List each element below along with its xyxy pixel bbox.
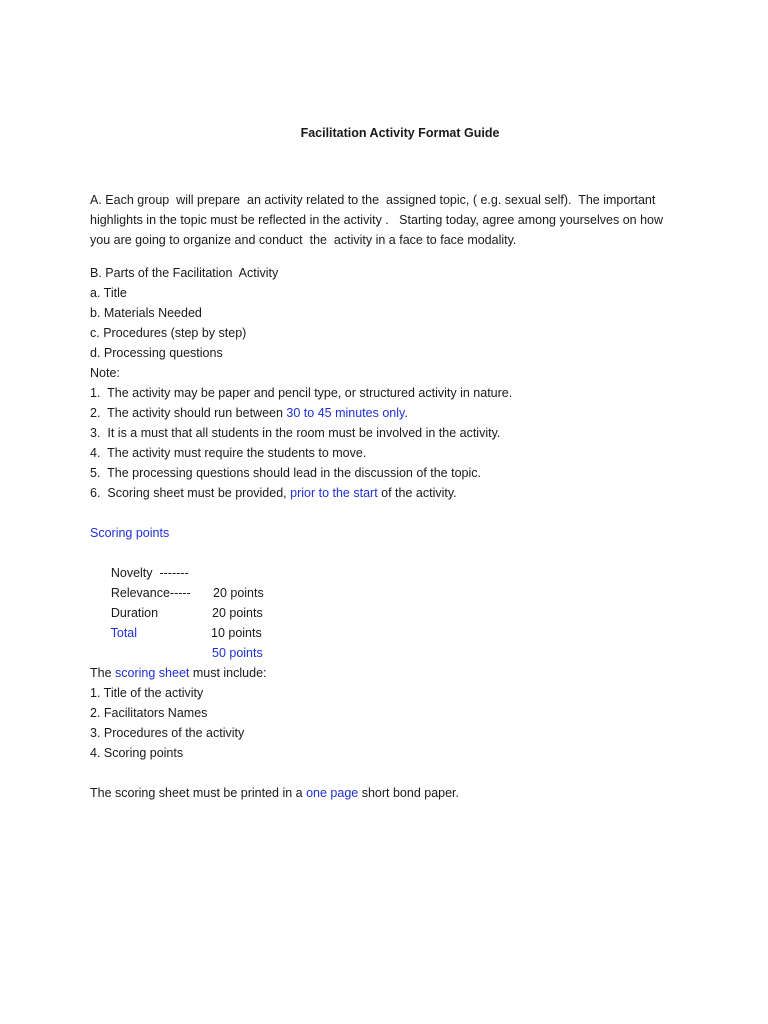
- note-text: of the activity.: [377, 486, 457, 500]
- closing-text: The scoring sheet must be printed in a: [90, 786, 307, 800]
- part-item: a. Title: [90, 286, 127, 300]
- note-item: 5. The processing questions should lead in the discussion of the topic.: [90, 466, 481, 480]
- document-title: Facilitation Activity Format Guide: [300, 126, 500, 140]
- closing-text: short bond paper.: [358, 786, 460, 800]
- intro-text: must include:: [189, 666, 267, 680]
- scoring-sheet-section: [90, 663, 690, 763]
- section-a-line: you are going to organize and conduct the activity in a face to face modality.: [90, 233, 517, 247]
- scoring-label: Duration: [110, 606, 159, 620]
- note-item: 1. The activity may be paper and pencil type, or structured activity in nature.: [90, 386, 513, 400]
- note-item: [90, 483, 690, 503]
- total-points: 50 points: [212, 646, 263, 660]
- scoring-sheet-intro: [90, 663, 690, 683]
- total-label: Total: [110, 626, 138, 640]
- note-text: .: [404, 406, 408, 420]
- note-item: 4. The activity must require the students to move.: [90, 446, 367, 460]
- scoring-points: 10 points: [211, 626, 262, 640]
- scoring-sheet-item: 4. Scoring points: [90, 746, 184, 760]
- part-item: d. Processing questions: [90, 346, 223, 360]
- prior-start-highlight: prior to the start: [290, 486, 378, 500]
- scoring-points: 20 points: [212, 606, 263, 620]
- section-b-heading: B. Parts of the Facilitation Activity: [90, 266, 279, 280]
- part-item: c. Procedures (step by step): [90, 326, 247, 340]
- scoring-section: [90, 523, 690, 660]
- note-label: Note:: [90, 366, 120, 380]
- scoring-sheet-highlight: scoring sheet: [115, 666, 190, 680]
- note-item: [90, 403, 690, 423]
- closing-line: [90, 783, 690, 803]
- part-item: b. Materials Needed: [90, 306, 202, 320]
- scoring-points: 20 points: [213, 586, 264, 600]
- section-a-line: A. Each group will prepare an activity related to the assigned topic, ( e.g. sexual self). The important: [90, 193, 656, 207]
- section-b: [90, 263, 690, 503]
- scoring-label: Relevance-----: [110, 586, 191, 600]
- scoring-heading: Scoring points: [90, 526, 170, 540]
- intro-text: The: [90, 666, 116, 680]
- section-a-line: highlights in the topic must be reflected in the activity . Starting today, agree among yourselves on how: [90, 213, 663, 227]
- scoring-sheet-item: 1. Title of the activity: [90, 686, 204, 700]
- closing-section: [90, 783, 690, 803]
- one-page-highlight: one page: [306, 786, 359, 800]
- duration-highlight: 30 to 45 minutes only: [286, 406, 405, 420]
- note-text: 6. Scoring sheet must be provided,: [90, 486, 291, 500]
- note-text: 2. The activity should run between: [90, 406, 287, 420]
- section-a: [90, 190, 690, 250]
- scoring-sheet-item: 2. Facilitators Names: [90, 706, 208, 720]
- note-item: 3. It is a must that all students in the room must be involved in the activity.: [90, 426, 501, 440]
- scoring-label: Novelty -------: [110, 566, 189, 580]
- scoring-sheet-item: 3. Procedures of the activity: [90, 726, 245, 740]
